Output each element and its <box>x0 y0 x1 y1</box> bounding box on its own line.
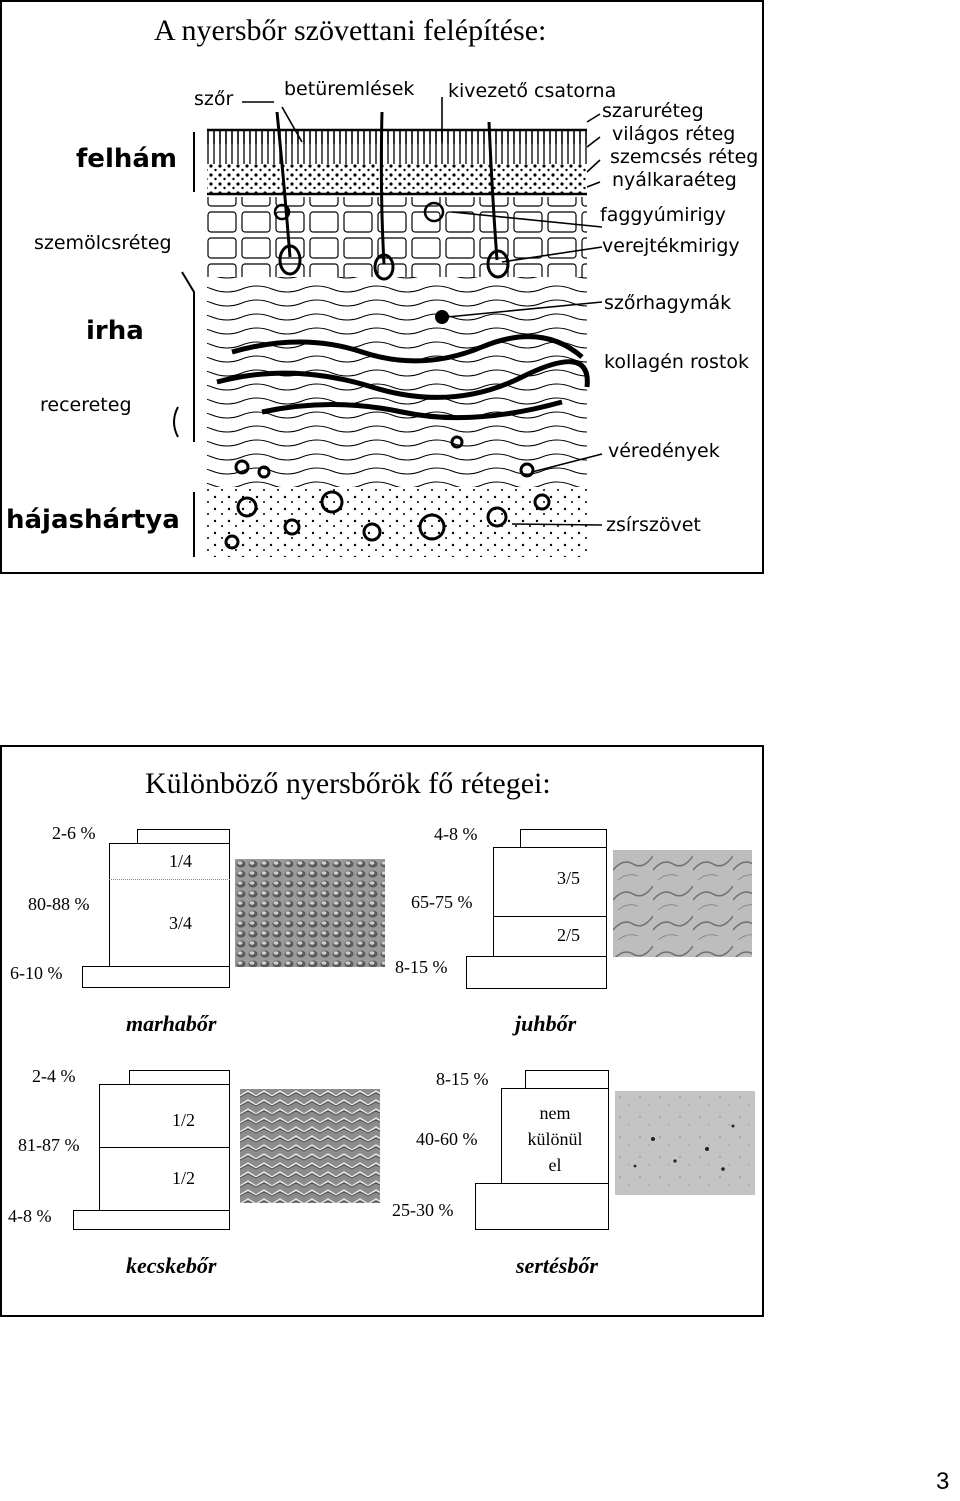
pig-note-line1: nem <box>539 1103 571 1123</box>
sheep-epidermis-box <box>520 829 607 849</box>
slide1-title: A nyersbőr szövettani felépítése: <box>154 14 547 47</box>
label-hypodermis: hájashártya <box>6 505 180 535</box>
label-stratum-corneum: szaruréteg <box>602 100 704 122</box>
sheep-dermis-box <box>493 847 607 958</box>
cattle-hypodermis-box <box>82 966 230 988</box>
sheep-name: juhbőr <box>515 1011 577 1036</box>
hair-bulb <box>435 310 449 324</box>
hide-layers-slide <box>0 745 764 1317</box>
papillary-layer <box>207 197 587 277</box>
pig-grain-image <box>615 1091 755 1195</box>
cattle-top-pct: 2-6 % <box>52 823 96 843</box>
pig-bottom-pct: 25-30 % <box>392 1200 454 1220</box>
pig-hypodermis-box <box>475 1183 609 1230</box>
goat-mid-pct: 81-87 % <box>18 1135 80 1155</box>
label-invaginations: betüremlések <box>284 78 415 100</box>
label-collagen-fibers: kollagén rostok <box>604 351 749 373</box>
goat-frac-lower: 1/2 <box>172 1168 196 1188</box>
pig-mid-pct: 40-60 % <box>416 1129 478 1149</box>
label-sebaceous-gland: faggyúmirigy <box>600 204 726 226</box>
cattle-grain-image <box>235 859 385 967</box>
label-stratum-granulosum: szemcsés réteg <box>610 146 759 168</box>
label-stratum-mucosum: nyálkaraéteg <box>612 169 737 191</box>
label-reticular-layer: recereteg <box>40 394 132 416</box>
stratum-corneum-layer <box>207 130 587 144</box>
layer-brackets <box>174 132 194 557</box>
stratum-granulosum-layer <box>207 164 587 194</box>
label-hair: szőr <box>194 88 234 110</box>
label-blood-vessels: véredények <box>608 440 720 462</box>
pig-name: sertésbőr <box>516 1253 598 1278</box>
goat-hypodermis-box <box>73 1210 230 1230</box>
label-duct: kivezető csatorna <box>448 80 617 102</box>
page-number: 3 <box>936 1468 950 1495</box>
goat-name: kecskebőr <box>126 1253 217 1278</box>
cattle-frac-lower: 3/4 <box>169 913 193 933</box>
goat-top-pct: 2-4 % <box>32 1066 76 1086</box>
goat-grain-image <box>240 1089 380 1203</box>
pig-epidermis-box <box>525 1070 609 1090</box>
cattle-frac-upper: 1/4 <box>169 851 193 871</box>
cattle-mid-pct: 80-88 % <box>28 894 90 914</box>
label-dermis: irha <box>86 316 144 346</box>
fat-tissue-region <box>207 487 587 557</box>
slide2-title: Különböző nyersbőrök fő rétegei: <box>145 767 551 800</box>
sheep-frac-upper: 3/5 <box>557 868 581 888</box>
sheep-mid-pct: 65-75 % <box>411 892 473 912</box>
sheep-top-pct: 4-8 % <box>434 824 478 844</box>
label-hair-bulbs: szőrhagymák <box>604 292 732 314</box>
sheep-grain-image <box>613 850 752 957</box>
sheep-bottom-pct: 8-15 % <box>395 957 448 977</box>
cattle-bottom-pct: 6-10 % <box>10 963 63 983</box>
pig-top-pct: 8-15 % <box>436 1069 489 1089</box>
label-papillary-layer: szemölcsréteg <box>34 232 172 254</box>
label-fat-tissue: zsírszövet <box>606 514 701 536</box>
sheep-frac-lower: 2/5 <box>557 925 581 945</box>
skin-histology-slide <box>0 0 764 574</box>
pig-note-line3: el <box>548 1155 562 1175</box>
stratum-lucidum-layer <box>207 144 587 164</box>
cattle-name: marhabőr <box>126 1011 217 1036</box>
pig-note-line2: különül <box>527 1129 583 1149</box>
goat-dermis-box <box>99 1084 230 1212</box>
label-stratum-lucidum: világos réteg <box>612 123 736 145</box>
goat-frac-upper: 1/2 <box>172 1110 196 1130</box>
goat-bottom-pct: 4-8 % <box>8 1206 52 1226</box>
label-sweat-gland: verejtékmirigy <box>602 235 740 257</box>
label-epidermis: felhám <box>76 144 178 174</box>
sheep-hypodermis-box <box>466 956 607 989</box>
